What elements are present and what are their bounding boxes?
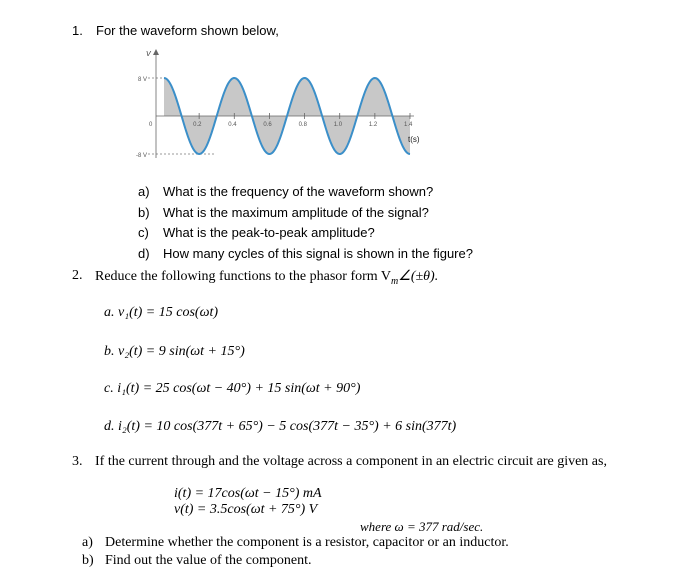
q1-number: 1. [72, 23, 83, 38]
q3-where: where ω = 377 rad/sec. [360, 519, 484, 534]
q2-item-c [104, 381, 360, 397]
q2-text: Reduce the following functions to the phasor form V [95, 269, 392, 284]
x-tick-label: 1.0 [333, 122, 343, 128]
q3-text: If the current through and the voltage across a component in an electric circuit are given as, [95, 454, 607, 469]
q1-part-b-label: b) [138, 205, 150, 220]
q3-part-a-text: Determine whether the component is a resistor, capacitor or an inductor. [105, 535, 509, 550]
q1-part-d-label: d) [138, 246, 150, 261]
q2-item-c-expr: i₁(t) = 25 cos(ωt − 40°) + 15 sin(ωt + 90°) [117, 381, 361, 396]
y-axis-arrow [153, 49, 159, 55]
q1-part-c-text: What is the peak-to-peak amplitude? [163, 225, 375, 240]
q3-eq1: i(t) = 17cos(ωt − 15°) mA [174, 486, 322, 501]
y-bottom-label: -8 V [136, 153, 148, 159]
q2-item-b [104, 344, 245, 360]
q3-part-b-text: Find out the value of the component. [105, 553, 312, 568]
q1-text: For the waveform shown below, [96, 23, 279, 38]
x-tick-label: 0.2 [193, 122, 202, 128]
q2-item-a-expr: v₁(t) = 15 cos(ωt) [118, 305, 219, 320]
q1-part-b-text: What is the maximum amplitude of the signal? [163, 205, 429, 220]
q3-part-b-label: b) [82, 553, 94, 568]
x-tick-label: 1.4 [404, 122, 413, 128]
q2-number: 2. [72, 268, 83, 283]
x-tick-label: 0.6 [263, 122, 272, 128]
q3-eq2: v(t) = 3.5cos(ωt + 75°) V [174, 502, 318, 517]
waveform-figure [128, 44, 428, 162]
x-tick-label: 1.2 [368, 122, 378, 128]
x-tick-label: 0.4 [228, 122, 237, 128]
q3-part-a-label: a) [82, 535, 93, 550]
q2-item-d-expr: i₂(t) = 10 cos(377t + 65°) − 5 cos(377t − 35°) + 6 sin(377t) [118, 419, 457, 434]
y-top-label: 8 V [138, 77, 148, 83]
q2-item-b-expr: v₂(t) = 9 sin(ωt + 15°) [118, 344, 245, 359]
q1-part-c-label: c) [138, 225, 149, 240]
q2-item-a [104, 305, 218, 321]
zero-label: 0 [149, 122, 153, 128]
q1-part-a-text: What is the frequency of the waveform shown? [163, 184, 434, 199]
q2-item-a-label: a. [104, 305, 115, 320]
y-axis-label: V [146, 51, 151, 58]
q2-item-c-label: c. [104, 381, 114, 396]
q2-item-d-label: d. [104, 419, 115, 434]
q2-text-tail: ∠(±θ). [398, 269, 439, 284]
q3-number: 3. [72, 454, 83, 469]
q2-text-line [95, 268, 438, 287]
q1-part-d-text: How many cycles of this signal is shown in the figure? [163, 246, 473, 261]
q2-item-b-label: b. [104, 344, 115, 359]
x-axis-label: t(s) [408, 135, 420, 144]
q2-text-sub: m [391, 275, 399, 287]
x-tick-label: 0.8 [298, 122, 307, 128]
q1-part-a-label: a) [138, 184, 150, 199]
q2-item-d [104, 419, 456, 435]
